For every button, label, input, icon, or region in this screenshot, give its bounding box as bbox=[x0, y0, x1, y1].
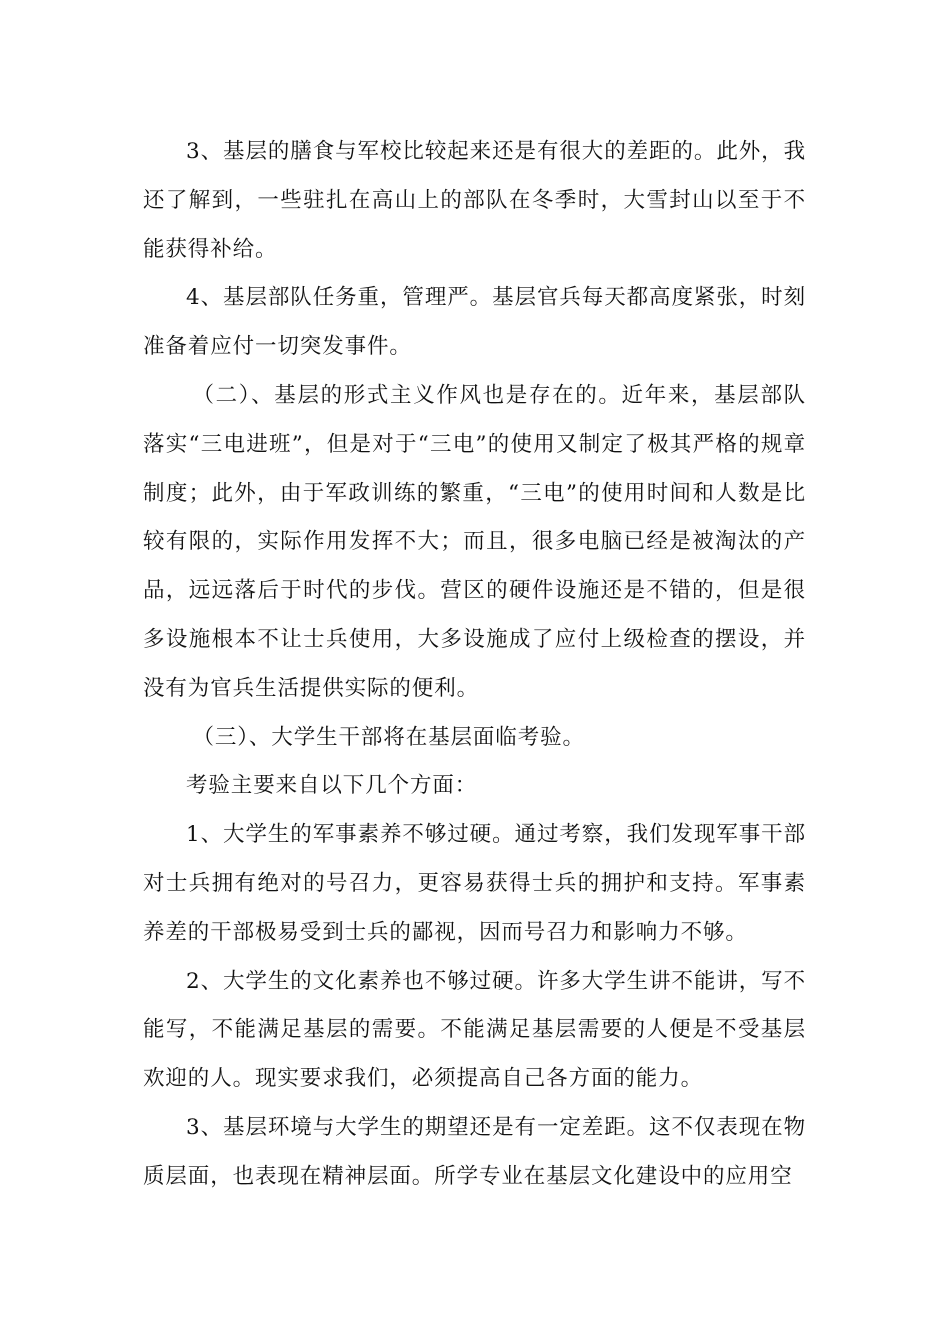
paragraph-cultural-quality: 2、大学生的文化素养也不够过硬。许多大学生讲不能讲，写不能写，不能满足基层的需要。不能满足基层需要的人便是不受基层欢迎的人。现实要求我们，必须提高自己各方面的能力。 bbox=[143, 968, 806, 1092]
paragraph-section-three-heading: （三）、大学生干部将在基层面临考验。 bbox=[192, 724, 585, 750]
paragraph-diet-gap: 3、基层的膳食与军校比较起来还是有很大的差距的。此外，我还了解到，一些驻扎在高山上的部队在冬季时，大雪封山以至于不能获得补给。 bbox=[143, 139, 806, 262]
document-body bbox=[143, 128, 806, 1202]
paragraph-heavy-tasks: 4、基层部队任务重，管理严。基层官兵每天都高度紧张，时刻准备着应付一切突发事件。 bbox=[143, 285, 806, 360]
paragraph-formalism: （二）、基层的形式主义作风也是存在的。近年来，基层部队落实“三电进班”，但是对于“三电”的使用又制定了极其严格的规章制度；此外，由于军政训练的繁重，“三电”的使用时间和人数是比较有限的，实际作用发挥不大；而且，很多电脑已经是被淘汰的产品，远远落后于时代的步伐。营区的硬件设施还是不错的，但是很多设施根本不让士兵使用，大多设施成了应付上级检查的摆设，并没有为官兵生活提供实际的便利。 bbox=[143, 382, 806, 701]
paragraph-environment-gap: 3、基层环境与大学生的期望还是有一定差距。这不仅表现在物质层面，也表现在精神层面。所学专业在基层文化建设中的应用空 bbox=[143, 1114, 806, 1189]
paragraph-challenges-intro: 考验主要来自以下几个方面： bbox=[186, 773, 478, 799]
paragraph-military-quality: 1、大学生的军事素养不够过硬。通过考察，我们发现军事干部对士兵拥有绝对的号召力，更容易获得士兵的拥护和支持。军事素养差的干部极易受到士兵的鄙视，因而号召力和影响力不够。 bbox=[143, 822, 806, 945]
